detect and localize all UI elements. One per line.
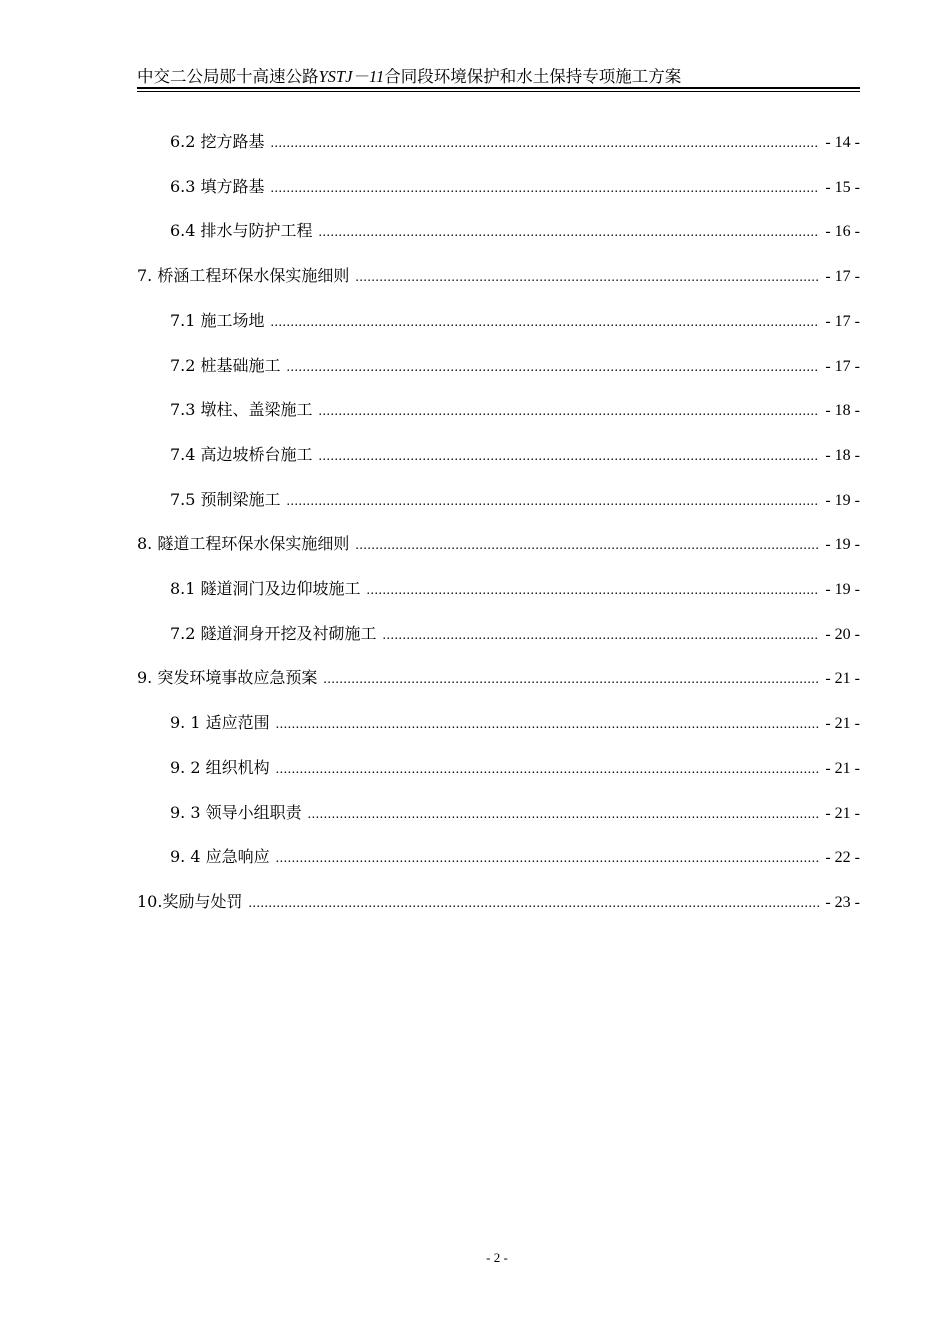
toc-entry[interactable] xyxy=(170,489,860,513)
toc-entry-page: - 16 - xyxy=(825,223,860,241)
toc-entry[interactable] xyxy=(170,578,860,602)
toc-entry[interactable] xyxy=(170,802,860,826)
toc-entry-page: - 18 - xyxy=(825,446,860,464)
toc-entry[interactable] xyxy=(170,846,860,870)
toc-entry[interactable] xyxy=(137,667,860,691)
toc-dot-leader xyxy=(271,133,820,155)
toc-entry-label: 9. 突发环境事故应急预案 xyxy=(137,668,318,688)
toc-entry-label: 9. 2 组织机构 xyxy=(170,757,270,777)
toc-entry-label: 7.2 桩基础施工 xyxy=(170,355,281,375)
toc-dot-leader xyxy=(319,401,820,423)
toc-entry[interactable] xyxy=(170,623,860,647)
toc-entry[interactable] xyxy=(170,131,860,155)
toc-dot-leader xyxy=(323,669,819,691)
toc-entry-label: 10.奖励与处罚 xyxy=(137,891,243,911)
toc-dot-leader xyxy=(319,446,820,468)
toc-entry[interactable] xyxy=(137,891,860,915)
header-suffix: 合同段环境保护和水土保持专项施工方案 xyxy=(384,67,682,86)
toc-entry-page: - 21 - xyxy=(825,759,860,777)
toc-entry-page: - 18 - xyxy=(825,402,860,420)
toc-entry-page: - 19 - xyxy=(825,536,860,554)
toc-entry-label: 9. 4 应急响应 xyxy=(170,847,270,867)
toc-dot-leader xyxy=(367,580,820,602)
toc-entry-page: - 17 - xyxy=(825,268,860,286)
toc-entry[interactable] xyxy=(170,712,860,736)
toc-entry-label: 6.4 排水与防护工程 xyxy=(170,221,313,241)
header-contract-code: YSTJ－11 xyxy=(318,67,385,86)
toc-dot-leader xyxy=(271,178,820,200)
toc-entry-label: 7.3 墩柱、盖梁施工 xyxy=(170,400,313,420)
toc-entry[interactable] xyxy=(170,176,860,200)
toc-entry-page: - 15 - xyxy=(825,178,860,196)
toc-entry-page: - 21 - xyxy=(825,670,860,688)
toc-entry[interactable] xyxy=(170,310,860,334)
toc-entry-label: 6.2 挖方路基 xyxy=(170,132,265,151)
toc-dot-leader xyxy=(308,804,820,826)
toc-dot-leader xyxy=(271,312,820,334)
toc-entry-page: - 17 - xyxy=(825,312,860,330)
toc-entry-label: 7.1 施工场地 xyxy=(170,310,265,330)
toc-entry-page: - 17 - xyxy=(825,357,860,375)
toc-entry-page: - 21 - xyxy=(825,804,860,822)
page-number: - 2 - xyxy=(486,1250,508,1265)
toc-entry-page: - 23 - xyxy=(825,893,860,911)
toc-entry-label: 9. 3 领导小组职责 xyxy=(170,802,302,822)
toc-entry-page: - 20 - xyxy=(825,625,860,643)
header-prefix: 中交二公局郧十高速公路 xyxy=(137,67,319,86)
toc-entry[interactable] xyxy=(170,220,860,244)
toc-entry-label: 8.1 隧道洞门及边仰坡施工 xyxy=(170,579,361,598)
toc-entry-label: 7. 桥涵工程环保水保实施细则 xyxy=(137,266,350,286)
toc-dot-leader xyxy=(287,357,820,379)
page-header xyxy=(137,66,860,88)
header-rule-thick xyxy=(137,87,860,89)
toc-entry-label: 7.5 预制梁施工 xyxy=(170,489,281,509)
toc-entry-page: - 21 - xyxy=(825,715,860,733)
toc-entry[interactable] xyxy=(170,355,860,379)
toc-entry-label: 8. 隧道工程环保水保实施细则 xyxy=(137,534,350,554)
toc-entry[interactable] xyxy=(170,444,860,468)
toc-entry-page: - 22 - xyxy=(825,849,860,867)
toc-dot-leader xyxy=(276,714,820,736)
toc-dot-leader xyxy=(355,535,819,557)
toc-entry-page: - 19 - xyxy=(825,491,860,509)
toc-entry[interactable] xyxy=(170,757,860,781)
toc-dot-leader xyxy=(355,267,819,289)
toc-entry-page: - 19 - xyxy=(825,581,860,598)
toc-dot-leader xyxy=(383,625,820,647)
toc-entry-label: 7.2 隧道洞身开挖及衬砌施工 xyxy=(170,623,377,643)
toc-dot-leader xyxy=(248,893,819,915)
toc-entry-label: 7.4 高边坡桥台施工 xyxy=(170,444,313,464)
toc-dot-leader xyxy=(287,491,820,513)
header-rule-thin xyxy=(137,91,860,92)
toc-entry-label: 6.3 填方路基 xyxy=(170,176,265,196)
toc-dot-leader xyxy=(276,759,820,781)
toc-entry-page: - 14 - xyxy=(825,134,860,151)
toc-dot-leader xyxy=(319,222,820,244)
toc-entry[interactable] xyxy=(137,265,860,289)
toc-dot-leader xyxy=(276,848,820,870)
toc-entry[interactable] xyxy=(137,533,860,557)
toc-entry-label: 9. 1 适应范围 xyxy=(170,713,270,733)
toc-entry[interactable] xyxy=(170,399,860,423)
